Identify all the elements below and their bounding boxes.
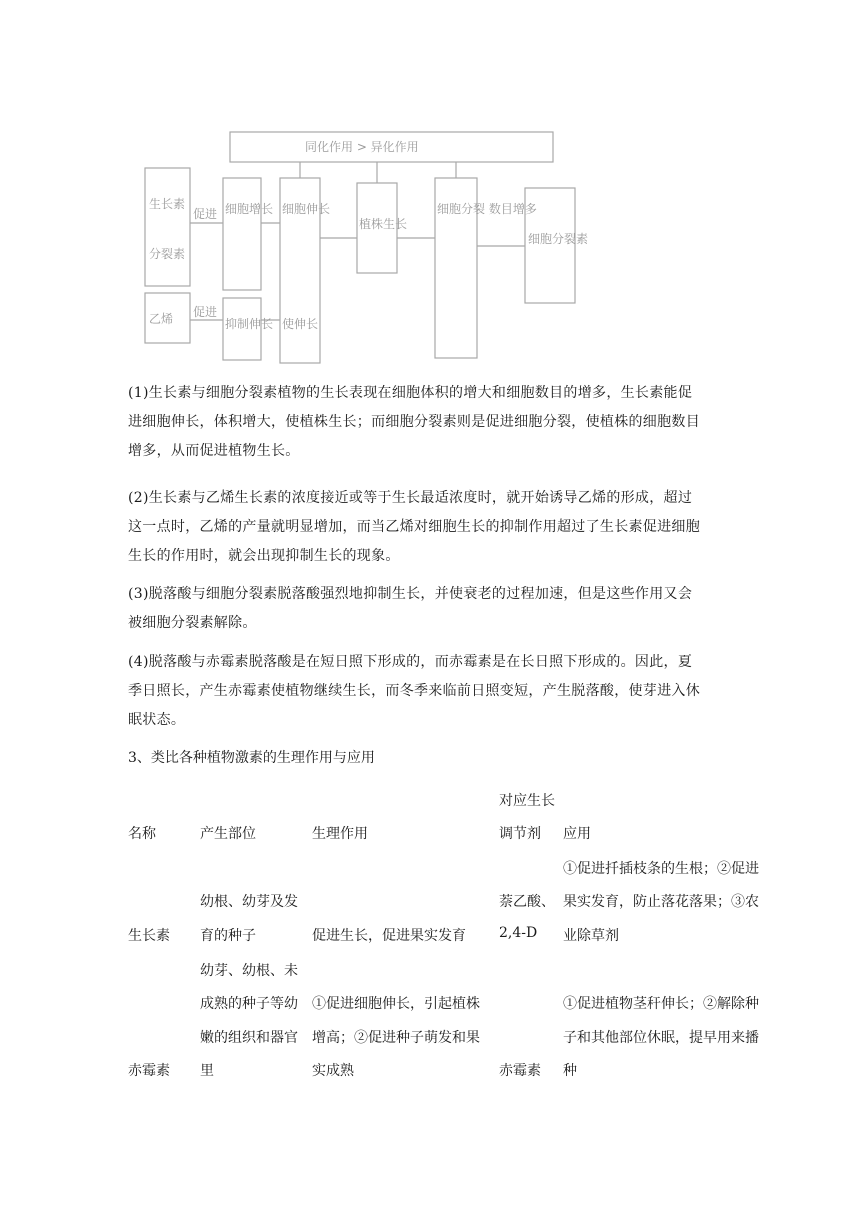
section-heading: 3、类比各种植物激素的生理作用与应用 (128, 750, 375, 766)
row2-site-line: 幼芽、幼根、未 (200, 963, 298, 979)
auxin2-label: 分裂素 (149, 247, 186, 261)
row2-function-line: 增高；②促进种子萌发和果 (312, 1030, 480, 1046)
growth-inhibit-label: 使伸长 (282, 317, 319, 331)
paragraph-line: 生长的作用时，就会出现抑制生长的现象。 (128, 548, 400, 564)
paragraph-line: 增多，从而促进植物生长。 (128, 443, 300, 459)
row2-application-line: 子和其他部位休眠，提早用来播 (563, 1030, 759, 1046)
row2-application-line: ①促进植物茎秆伸长；②解除种 (563, 996, 759, 1012)
ethylene-label: 乙烯 (149, 312, 174, 326)
paragraph-line: 这一点时，乙烯的产量就明显增加，而当乙烯对细胞生长的抑制作用超过了生长素促进细胞 (128, 519, 700, 535)
row2-site-line: 里 (200, 1063, 214, 1079)
header-name: 名称 (128, 826, 156, 842)
row2-function-line: ①促进细胞伸长，引起植株 (312, 996, 480, 1012)
header-regulator-1: 对应生长 (499, 793, 555, 809)
row2-application-line: 种 (563, 1063, 577, 1079)
cytokinin-label: 细胞分裂素 (528, 232, 589, 246)
cell-division-label: 细胞分裂 数目增多 (437, 202, 537, 216)
paragraph-line: 季日照长，产生赤霉素使植物继续生长，而冬季来临前日照变短，产生脱落酸，使芽进入休 (128, 683, 700, 699)
header-site: 产生部位 (200, 826, 256, 842)
row2-function-line: 实成熟 (312, 1063, 354, 1079)
row2-name: 赤霉素 (128, 1063, 170, 1079)
plant-growth-label: 植株生长 (359, 217, 408, 231)
row1-application-line: ①促进扦插枝条的生根；②促进 (563, 861, 759, 877)
hormone-interaction-diagram (145, 128, 589, 360)
paragraph-line: 被细胞分裂素解除。 (128, 615, 257, 631)
promote-label-1: 促进 (193, 207, 218, 221)
paragraph-line: (2)生长素与乙烯生长素的浓度接近或等于生长最适浓度时，就开始诱导乙烯的形成，超过 (128, 490, 693, 506)
row1-regulator-line: 2,4-D (499, 925, 538, 941)
cell-stretch-label: 细胞伸长 (282, 202, 331, 216)
auxin-label: 生长素 (149, 197, 186, 211)
row1-name: 生长素 (128, 928, 170, 944)
header-application: 应用 (563, 826, 591, 842)
paragraph-3 (128, 580, 748, 638)
paragraph-line: (1)生长素与细胞分裂素植物的生长表现在细胞体积的增大和细胞数目的增多，生长素能促 (128, 385, 693, 401)
row2-site-line: 成熟的种子等幼 (200, 996, 298, 1012)
row1-application-line: 果实发育，防止落花落果；③农 (563, 894, 759, 910)
row2-site-line: 嫩的组织和器官 (200, 1030, 298, 1046)
paragraph-line: (3)脱落酸与细胞分裂素脱落酸强烈地抑制生长，并使衰老的过程加速，但是这些作用又会 (128, 586, 693, 602)
row1-application-line: 业除草剂 (563, 928, 619, 944)
header-regulator-2: 调节剂 (499, 826, 541, 842)
row1-function-line: 促进生长，促进果实发育 (312, 928, 466, 944)
paragraph-line: 眠状态。 (128, 712, 186, 728)
promote-label-2: 促进 (193, 305, 218, 319)
cell-inhibit-label: 抑制伸长 (225, 317, 274, 331)
row1-site-line: 育的种子 (200, 928, 256, 944)
cell-enlarge-box (223, 178, 261, 290)
header-function: 生理作用 (312, 826, 368, 842)
row2-regulator-line: 赤霉素 (499, 1063, 541, 1079)
paragraph-1 (128, 379, 748, 466)
paragraph-4 (128, 648, 748, 735)
diagram-svg (145, 128, 589, 360)
row1-regulator-line: 萘乙酸、 (499, 894, 555, 910)
auxin-box (145, 168, 190, 286)
paragraph-line: 进细胞伸长，体积增大，使植株生长；而细胞分裂素则是促进细胞分裂，使植株的细胞数目 (128, 414, 700, 430)
row1-site-line: 幼根、幼芽及发 (200, 894, 298, 910)
paragraph-line: (4)脱落酸与赤霉素脱落酸是在短日照下形成的，而赤霉素是在长日照下形成的。因此，夏 (128, 654, 693, 670)
paragraph-2 (128, 484, 748, 571)
top-box-label: 同化作用 > 异化作用 (305, 140, 419, 154)
cell-enlarge-label: 细胞增长 (225, 202, 274, 216)
